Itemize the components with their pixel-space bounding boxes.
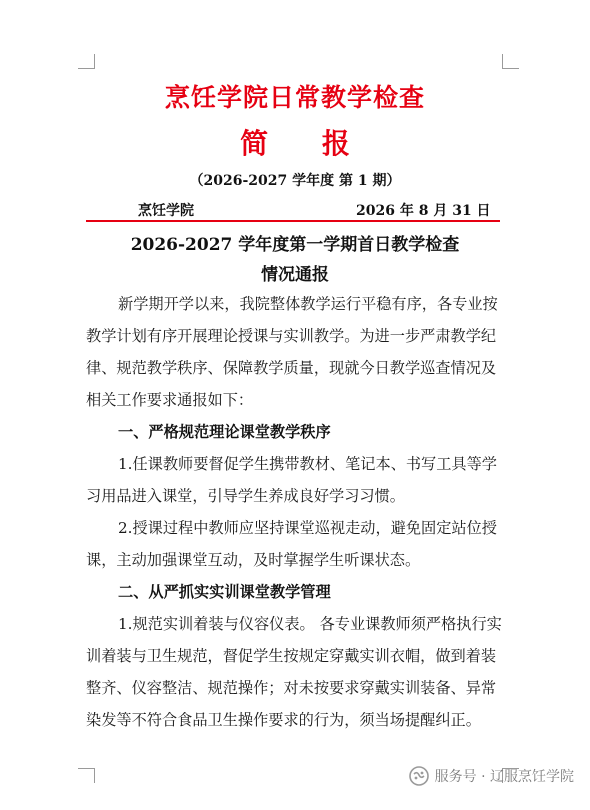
crop-mark-top-left <box>78 54 95 69</box>
issuer-name: 烹饪学院 <box>138 203 194 219</box>
body-paragraph: 2.授课过程中教师应坚持课堂巡视走动，避免固定站位授课，主动加强课堂互动，及时掌握学生听课状态。 <box>86 519 497 569</box>
issue-date: 2026 年 8 月 31 日 <box>356 203 491 219</box>
body-paragraph: 新学期开学以来，我院整体教学运行平稳有序，各专业按教学计划有序开展理论授课与实训教学。为进一步严肃教学纪律、规范教学秩序、保障教学质量，现就今日教学巡查情况及相关工作要求通报如下： <box>86 295 498 409</box>
section-heading: 一、严格规范理论课堂教学秩序 <box>118 423 331 441</box>
red-divider-line <box>86 220 500 222</box>
watermark-text: 服务号 · 辽服烹饪学院 <box>434 769 574 785</box>
document-title: 烹饪学院日常教学检查 <box>164 83 425 112</box>
crop-mark-bottom-left <box>78 768 95 783</box>
wechat-channel-icon <box>409 766 429 786</box>
watermark <box>409 766 574 786</box>
body-paragraph: 1.任课教师要督促学生携带教材、笔记本、书写工具等学习用品进入课堂，引导学生养成良好学习习惯。 <box>86 455 497 505</box>
body-paragraph: 1.规范实训着装与仪容仪表。 各专业课教师须严格执行实训着装与卫生规范，督促学生按规定穿戴实训衣帽，做到着装整齐、仪容整洁、规范操作；对未按要求穿戴实训装备、异常染发等不符合食品卫生操作要求的行为，须当场提醒纠正。 <box>86 615 502 729</box>
crop-mark-top-right <box>502 54 519 69</box>
article-heading-line1: 2026-2027 学年度第一学期首日教学检查 <box>130 235 460 255</box>
issue-number: （2026-2027 学年度 第 1 期） <box>189 173 401 189</box>
document-subtitle: 简 报 <box>240 127 372 160</box>
article-heading-line2: 情况通报 <box>261 265 329 285</box>
section-heading: 二、从严抓实实训课堂教学管理 <box>118 583 331 601</box>
article-body <box>86 288 502 736</box>
